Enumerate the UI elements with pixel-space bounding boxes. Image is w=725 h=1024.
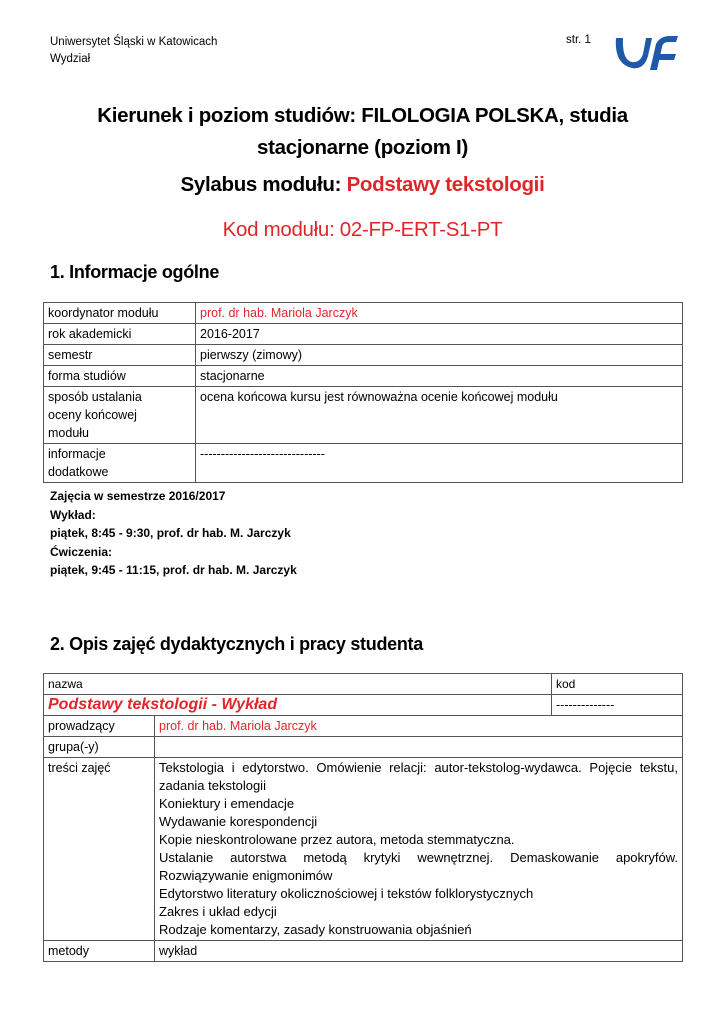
section2-heading: 2. Opis zajęć dydaktycznych i pracy studenta [50, 634, 423, 654]
table-row [44, 674, 683, 695]
content-line: Koniektury i emendacje [159, 796, 295, 811]
program-title-line1: Kierunek i poziom studiów: FILOLOGIA POLSKA, studia [97, 104, 628, 127]
syllabus-title [40, 173, 685, 197]
content-line: Edytorstwo literatury okolicznościowej i tekstów folklorystycznych [159, 886, 534, 901]
table-row [44, 387, 683, 444]
row-label: rok akademicki [44, 324, 196, 345]
table-row [44, 303, 683, 324]
row-label: koordynator modułu [44, 303, 196, 324]
label-line: sposób ustalania [48, 390, 142, 404]
row-label: prowadzący [44, 716, 155, 737]
row-value: stacjonarne [196, 366, 683, 387]
content-line: Ustalanie autorstwa metodą krytyki wewnętrznej. Demaskowanie apokryfów. [159, 850, 678, 865]
table-row [44, 695, 683, 716]
row-label: treści zajęć [44, 758, 155, 941]
schedule-line: piątek, 8:45 - 9:30, prof. dr hab. M. Jarczyk [50, 526, 291, 540]
row-label: grupa(-y) [44, 737, 155, 758]
lecturer-value: prof. dr hab. Mariola Jarczyk [155, 716, 683, 737]
table-row [44, 737, 683, 758]
page-number: str. 1 [566, 34, 591, 46]
code-column-header: kod [552, 674, 683, 695]
table-row [44, 716, 683, 737]
module-name: Podstawy tekstologii [346, 173, 545, 196]
row-label [44, 387, 196, 444]
table-row [44, 758, 683, 941]
course-code: -------------- [552, 695, 683, 716]
content-line: Wydawanie korespondencji [159, 814, 318, 829]
row-value: 2016-2017 [196, 324, 683, 345]
name-column-header: nazwa [44, 674, 552, 695]
schedule-line: Wykład: [50, 507, 96, 522]
general-info-table [43, 302, 683, 483]
row-label: forma studiów [44, 366, 196, 387]
table-row [44, 444, 683, 483]
row-value: ocena końcowa kursu jest równoważna ocenie końcowej modułu [196, 387, 683, 444]
table-row [44, 366, 683, 387]
row-label [44, 444, 196, 483]
label-line: modułu [48, 426, 89, 440]
university-name: Uniwersytet Śląski w Katowicach [50, 36, 218, 48]
faculty-name: Wydział [50, 53, 91, 65]
course-name: Podstawy tekstologii - Wykład [44, 695, 552, 716]
content-line: Zakres i układ edycji [159, 904, 277, 919]
row-value: prof. dr hab. Mariola Jarczyk [196, 303, 683, 324]
program-title [40, 100, 685, 164]
schedule-block [50, 487, 297, 580]
row-label: metody [44, 941, 155, 962]
content-line: Rodzaje komentarzy, zasady konstruowania objaśnień [159, 922, 472, 937]
content-line: Rozwiązywanie enigmonimów [159, 868, 333, 883]
course-content [155, 758, 683, 941]
page-header [50, 34, 217, 68]
syllabus-label: Sylabus modułu: [180, 173, 347, 196]
methods-value: wykład [155, 941, 683, 962]
module-code: Kod modułu: 02-FP-ERT-S1-PT [222, 218, 503, 241]
table-row [44, 324, 683, 345]
label-line: dodatkowe [48, 465, 109, 479]
table-row [44, 941, 683, 962]
schedule-line: piątek, 9:45 - 11:15, prof. dr hab. M. Jarczyk [50, 563, 297, 577]
group-value [155, 737, 683, 758]
content-line: Kopie nieskontrolowane przez autora, metoda stemmatyczna. [159, 832, 515, 847]
label-line: informacje [48, 447, 106, 461]
row-value: ------------------------------ [196, 444, 683, 483]
schedule-line: Ćwiczenia: [50, 544, 113, 559]
label-line: oceny końcowej [48, 408, 137, 422]
program-title-line2: stacjonarne (poziom I) [257, 136, 468, 159]
content-line: Tekstologia i edytorstwo. Omówienie relacji: autor-tekstolog-wydawca. Pojęcie tekstu, [159, 760, 678, 775]
university-logo [610, 30, 680, 78]
schedule-line: Zajęcia w semestrze 2016/2017 [50, 489, 226, 503]
section1-heading: 1. Informacje ogólne [50, 262, 220, 282]
row-value: pierwszy (zimowy) [196, 345, 683, 366]
table-row [44, 345, 683, 366]
course-description-table [43, 673, 683, 962]
row-label: semestr [44, 345, 196, 366]
content-line: zadania tekstologii [159, 778, 266, 793]
